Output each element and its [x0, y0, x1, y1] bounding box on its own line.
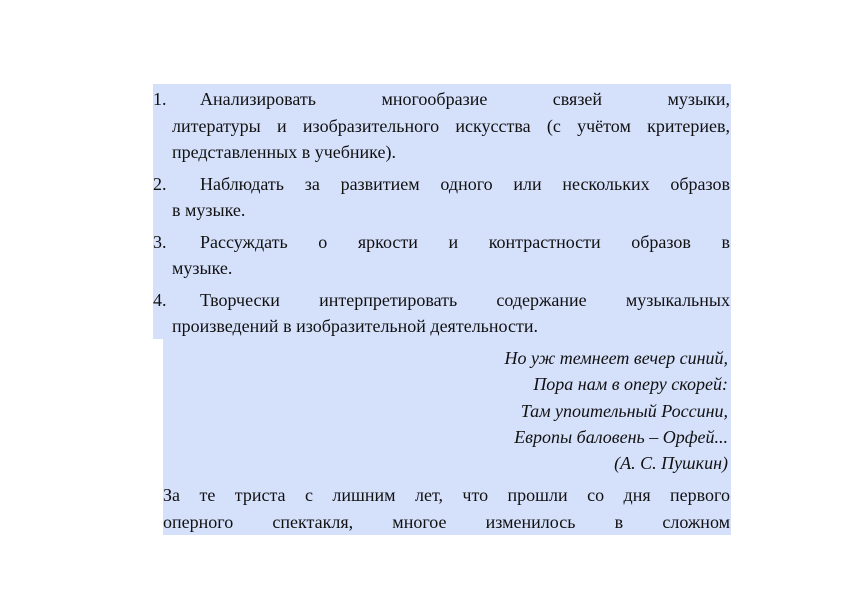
prose-paragraph: [163, 482, 730, 535]
list-item-text: [172, 229, 730, 282]
list-item-continuation: произведений в изобразительной деятельности.: [172, 316, 538, 336]
prose-line: За те триста с лишним лет, что прошли со дня первого: [163, 485, 730, 505]
poem-line: Пора нам в оперу скорей:: [533, 374, 728, 395]
objectives-list: [153, 86, 730, 345]
list-item-continuation: музыке.: [172, 258, 233, 278]
list-item-number: 4.: [153, 289, 167, 310]
list-item-continuation: литературы и изобразительного искусства (с учётом критериев, представленных в учебнике).: [172, 115, 730, 162]
list-item-first-line: Творчески интерпретировать содержание музыкальных: [200, 289, 730, 310]
poem-line: Но уж темнеет вечер синий,: [504, 348, 728, 368]
poem-attribution: (А. С. Пушкин): [614, 453, 728, 474]
list-item-text: [172, 86, 730, 166]
list-item-number: 1.: [153, 89, 167, 109]
poem-epigraph: [504, 345, 728, 476]
poem-line: Европы баловень – Орфей...: [514, 426, 728, 447]
list-item: [153, 86, 730, 166]
list-item: [153, 229, 730, 282]
list-item-text: [172, 287, 730, 340]
list-item-number: 3.: [153, 231, 167, 252]
list-item-first-line: Анализировать многообразие связей музыки,: [200, 89, 730, 109]
list-item: [153, 287, 730, 340]
list-item-first-line: Рассуждать о яркости и контрастности образов в: [200, 231, 730, 252]
prose-line: оперного спектакля, многое изменилось в сложном: [163, 511, 730, 532]
poem-line: Там упоительный Россини,: [520, 400, 728, 421]
list-item-continuation: в музыке.: [172, 200, 246, 220]
list-item: [153, 171, 730, 224]
list-item-text: [172, 171, 730, 224]
list-item-number: 2.: [153, 173, 167, 194]
list-item-first-line: Наблюдать за развитием одного или нескольких образов: [200, 173, 730, 194]
